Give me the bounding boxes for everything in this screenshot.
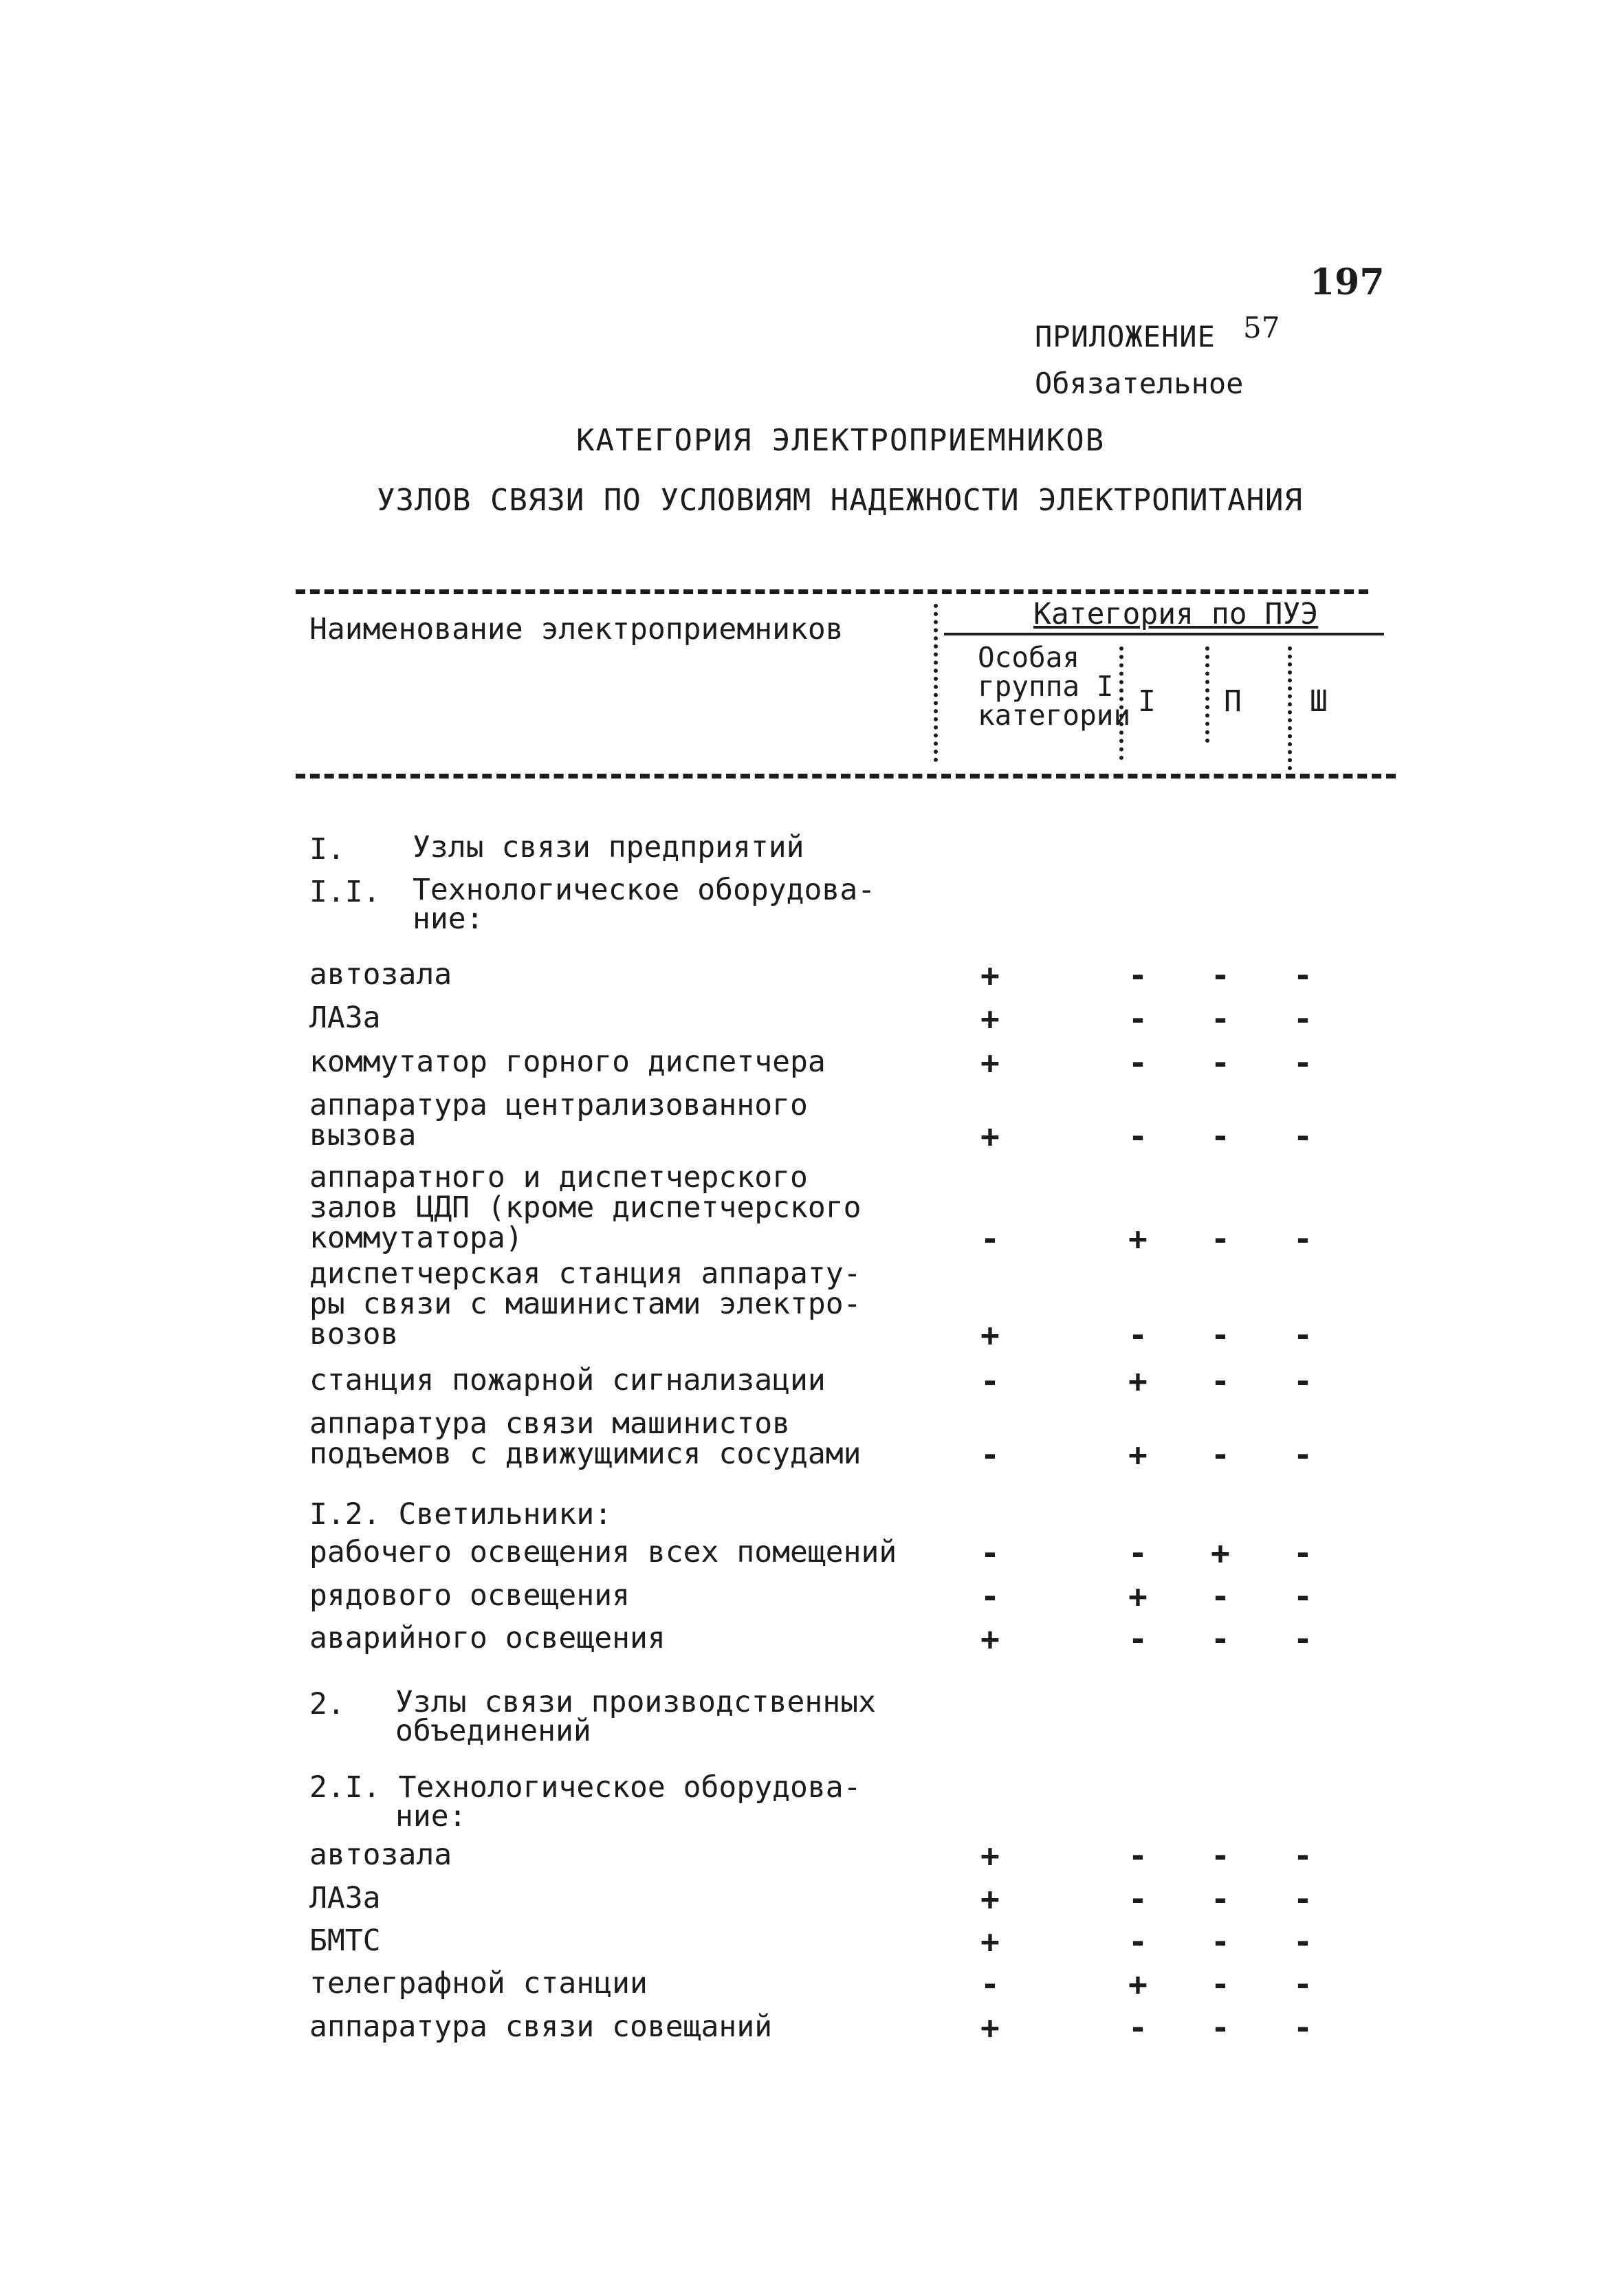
category-mark: - (1211, 1620, 1230, 1657)
row-name-line: вызова (309, 1118, 417, 1153)
category-mark: - (1128, 1620, 1148, 1657)
section-2-1-title-line2: ние: (395, 1799, 467, 1833)
category-mark: - (1211, 2009, 1230, 2046)
category-mark: - (1128, 1534, 1148, 1571)
row-name-line: автозала (309, 957, 452, 992)
page-number: 197 (1310, 261, 1385, 303)
section-1-1-title-line2: ние: (413, 902, 484, 936)
category-mark: - (1293, 1044, 1313, 1081)
category-mark: - (1211, 1923, 1230, 1960)
category-mark: - (1211, 1044, 1230, 1081)
section-1-title: Узлы связи предприятий (413, 830, 804, 864)
section-2-title-line2: объединений (395, 1714, 591, 1748)
category-mark: - (980, 1966, 1000, 2003)
row-name-line: аварийного освещения (309, 1621, 666, 1655)
row-name-line: ры связи с машинистами электро- (309, 1287, 862, 1321)
category-mark: - (980, 1362, 1000, 1400)
section-2-number: 2. (309, 1687, 345, 1721)
row-name-line: автозала (309, 1838, 452, 1872)
special-group-header: Особая группа I категории (978, 641, 1131, 732)
category-mark: - (1211, 1316, 1230, 1353)
category-mark: - (1293, 1362, 1313, 1400)
table-top-rule (296, 589, 1368, 594)
category-mark: - (980, 1578, 1000, 1615)
category-mark: - (1293, 1578, 1313, 1615)
category-mark: + (980, 1316, 1000, 1353)
row-name-line: БМТС (309, 1924, 381, 1958)
category-mark: + (980, 1118, 1000, 1155)
appendix-number: 57 (1243, 311, 1280, 345)
row-name-line: ЛАЗа (309, 1001, 381, 1035)
category-mark: - (1128, 1044, 1148, 1081)
category-mark: - (1211, 1000, 1230, 1037)
category-mark: - (1211, 1118, 1230, 1155)
row-name-line: коммутатор горного диспетчера (309, 1045, 826, 1079)
name-column-header: Наименование электроприемников (309, 612, 844, 646)
category-mark: - (1293, 1966, 1313, 2003)
section-1-number: I. (309, 832, 345, 867)
category-mark: - (1211, 1966, 1230, 2003)
header-divider-name (934, 604, 938, 762)
table-header-bottom-rule (296, 774, 1396, 779)
category-mark: + (1128, 1966, 1148, 2003)
category-mark: - (1293, 1534, 1313, 1571)
header-divider-II (1288, 646, 1292, 770)
category-mark: + (1128, 1220, 1148, 1257)
category-mark: - (1293, 2009, 1313, 2046)
section-1-1-title-line1: Технологическое оборудова- (413, 873, 876, 907)
section-2-title-line1: Узлы связи производственных (395, 1685, 876, 1719)
row-name-line: аппаратура связи совещаний (309, 2010, 773, 2044)
category-mark: - (1211, 1220, 1230, 1257)
category-mark: - (1293, 1923, 1313, 1960)
category-mark: - (1211, 1578, 1230, 1615)
row-name-line: диспетчерская станция аппарату- (309, 1256, 862, 1291)
category-mark: - (1128, 1000, 1148, 1037)
category-mark: - (1293, 1880, 1313, 1917)
category-mark: - (1293, 1316, 1313, 1353)
category-mark: + (980, 1044, 1000, 1081)
category-mark: - (980, 1220, 1000, 1257)
header-divider-I (1205, 646, 1209, 743)
row-name-line: ЛАЗа (309, 1881, 381, 1915)
category-mark: - (1128, 1118, 1148, 1155)
category-mark: - (1211, 1436, 1230, 1473)
category-mark: - (1128, 2009, 1148, 2046)
category-mark: - (1128, 1880, 1148, 1917)
category-mark: + (1128, 1436, 1148, 1473)
category-mark: - (1293, 1436, 1313, 1473)
row-name-line: рабочего освещения всех помещений (309, 1535, 897, 1569)
title-line-1: КАТЕГОРИЯ ЭЛЕКТРОПРИЕМНИКОВ (576, 423, 1106, 458)
category-mark: + (1211, 1534, 1230, 1571)
category-mark: - (1211, 957, 1230, 994)
row-name-line: рядового освещения (309, 1578, 630, 1613)
row-name-line: аппаратного и диспетчерского (309, 1160, 808, 1195)
row-name-line: возов (309, 1317, 399, 1351)
category-mark: - (1293, 1837, 1313, 1874)
category-mark: + (980, 1620, 1000, 1657)
category-mark: + (1128, 1362, 1148, 1400)
row-name-line: аппаратура централизованного (309, 1088, 808, 1122)
category-mark: - (1293, 1620, 1313, 1657)
category-mark: + (980, 1880, 1000, 1917)
category-mark: - (980, 1534, 1000, 1571)
col-header-II: П (1224, 684, 1242, 719)
category-mark: - (1211, 1880, 1230, 1917)
section-1-2-title: I.2. Светильники: (309, 1497, 613, 1532)
category-mark: - (1211, 1837, 1230, 1874)
category-mark: - (1293, 1118, 1313, 1155)
header-divider-special (1119, 646, 1123, 760)
category-mark: + (980, 957, 1000, 994)
category-mark: - (1128, 957, 1148, 994)
category-mark: + (980, 1837, 1000, 1874)
category-mark: + (980, 2009, 1000, 2046)
row-name-line: коммутатора) (309, 1221, 523, 1255)
col-header-I: I (1138, 684, 1156, 719)
category-mark: - (1128, 1837, 1148, 1874)
section-1-1-number: I.I. (309, 875, 381, 909)
row-name-line: аппаратура связи машинистов (309, 1406, 790, 1441)
row-name-line: телеграфной станции (309, 1966, 648, 2001)
category-mark: - (1211, 1362, 1230, 1400)
category-mark: - (1293, 1220, 1313, 1257)
row-name-line: станция пожарной сигнализации (309, 1363, 826, 1397)
category-mark: - (1128, 1316, 1148, 1353)
row-name-line: залов ЦДП (кроме диспетчерского (309, 1190, 862, 1225)
col-header-III: Ш (1310, 684, 1328, 719)
appendix-label: ПРИЛОЖЕНИЕ (1035, 320, 1216, 353)
category-mark: - (1293, 1000, 1313, 1037)
category-group-header: Категория по ПУЭ (1033, 597, 1319, 631)
category-mark: - (1293, 957, 1313, 994)
title-line-2: УЗЛОВ СВЯЗИ ПО УСЛОВИЯМ НАДЕЖНОСТИ ЭЛЕКТРОПИТАНИЯ (377, 483, 1304, 518)
category-mark: + (980, 1000, 1000, 1037)
row-name-line: подъемов с движущимися сосудами (309, 1437, 862, 1471)
category-mark: - (980, 1436, 1000, 1473)
section-2-1-title-line1: 2.I. Технологическое оборудова- (309, 1770, 862, 1805)
category-mark: + (980, 1923, 1000, 1960)
category-mark: + (1128, 1578, 1148, 1615)
appendix-status: Обязательное (1035, 367, 1244, 400)
category-mark: - (1128, 1923, 1148, 1960)
category-underline (944, 633, 1384, 635)
